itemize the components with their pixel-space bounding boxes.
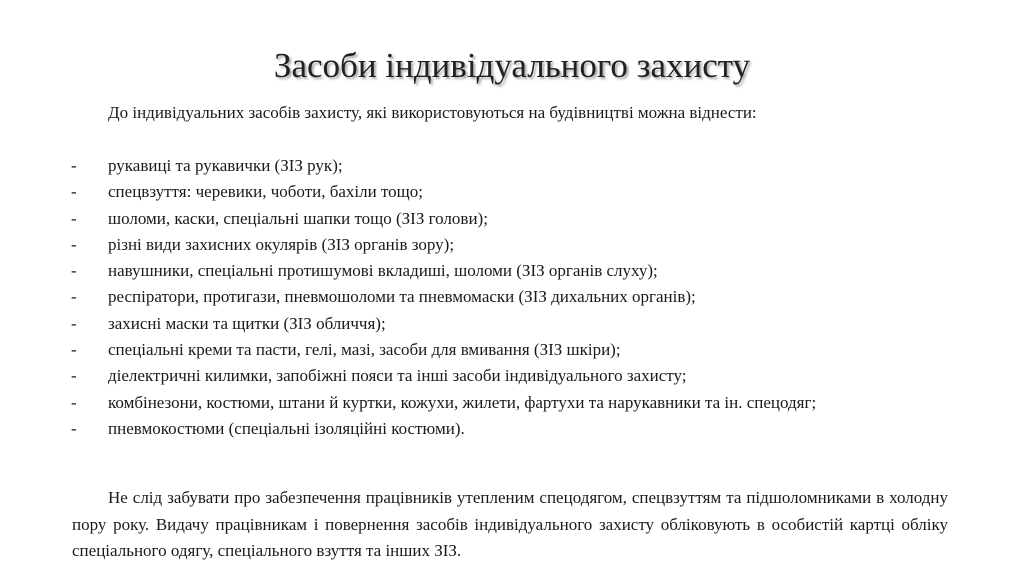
bullet-dash: - <box>71 313 77 333</box>
list-item-text: комбінезони, костюми, штани й куртки, кожухи, жилети, фартухи та нарукавники та ін. спецодяг; <box>108 392 817 412</box>
list-item-text: спецвзуття: черевики, чоботи, бахіли тощо; <box>108 182 423 202</box>
bullet-dash: - <box>71 340 77 360</box>
bullet-dash: - <box>71 261 77 281</box>
list-item-text: пневмокостюми (спеціальні ізоляційні костюми). <box>108 418 465 438</box>
bullet-dash: - <box>71 287 77 307</box>
bullet-dash: - <box>71 234 77 254</box>
intro-paragraph: До індивідуальних засобів захисту, які використовуються на будівництві можна віднести: <box>108 103 757 122</box>
list-item-text: різні види захисних окулярів (ЗІЗ органів зору); <box>108 234 455 254</box>
list-item-text: спеціальні креми та пасти, гелі, мазі, засоби для вмивання (ЗІЗ шкіри); <box>108 340 621 360</box>
list-item-text: шоломи, каски, спеціальні шапки тощо (ЗІЗ голови); <box>108 208 488 228</box>
slide-title: Засоби індивідуального захисту <box>273 46 751 85</box>
bullet-dash: - <box>71 208 77 228</box>
bullet-dash: - <box>71 418 77 438</box>
closing-paragraph: Не слід забувати про забезпечення працівників утепленим спецодягом, спецвзуттям та підшоломниками в холодну пору року. Видачу працівникам і повернення засобів індивідуального захисту обліковують в особистій картці обліку спеціального одягу, спеціального взуття та інших ЗІЗ. <box>72 488 948 560</box>
bullet-dash: - <box>71 366 77 386</box>
list-item-text: захисні маски та щитки (ЗІЗ обличчя); <box>108 313 386 333</box>
bullet-dash: - <box>71 392 77 412</box>
list-item-text: діелектричні килимки, запобіжні пояси та інші засоби індивідуального захисту; <box>108 366 687 386</box>
list-item-text: рукавиці та рукавички (ЗІЗ рук); <box>108 156 343 175</box>
bullet-dash: - <box>71 182 77 202</box>
bullet-dash: - <box>71 156 77 175</box>
list-item-text: респіратори, протигази, пневмошоломи та пневмомаски (ЗІЗ дихальних органів); <box>108 287 696 307</box>
list-item-text: навушники, спеціальні протишумові вкладиші, шоломи (ЗІЗ органів слуху); <box>108 261 658 281</box>
